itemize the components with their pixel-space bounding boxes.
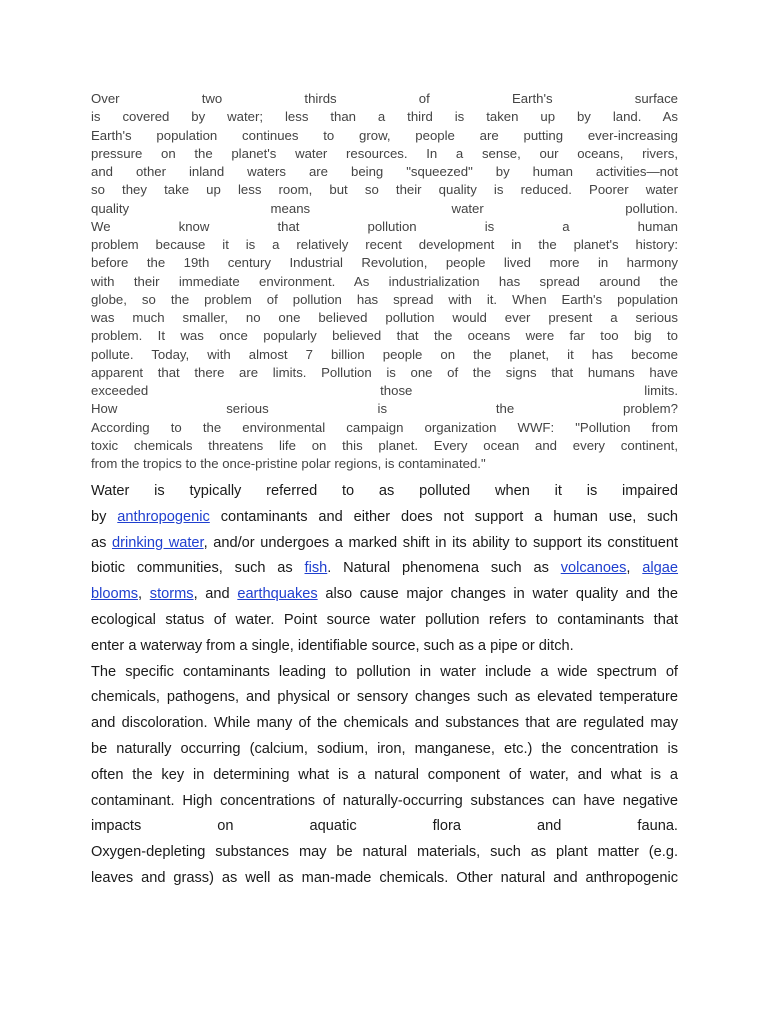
text-line: with their immediate environment. As industrialization has spread around the <box>91 273 678 289</box>
text-line <box>91 531 678 557</box>
link-algae-blooms[interactable]: algae <box>642 560 679 577</box>
text-line: contaminant. High concentrations of naturally-occurring substances can have negative <box>91 792 678 809</box>
text-segment: also cause major changes in water quality and the <box>317 586 678 603</box>
text-line: We know that pollution is a human <box>91 218 678 234</box>
text-line: exceeded those limits. <box>91 383 678 398</box>
text-line: impacts on aquatic flora and fauna. <box>91 818 678 835</box>
text-line: leaves and grass) as well as man-made chemicals. Other natural and anthropogenic <box>91 869 678 886</box>
text-line: apparent that there are limits. Pollution is one of the signs that humans have <box>91 364 678 380</box>
text-line <box>91 505 678 531</box>
text-line: problem. It was once popularly believed that the oceans were far too big to <box>91 328 678 344</box>
text-line: pressure on the planet's water resources. In a sense, our oceans, rivers, <box>91 145 678 161</box>
text-segment: contaminants and either does not support a human use, such <box>209 508 678 525</box>
link-earthquakes[interactable]: earthquakes <box>237 586 318 603</box>
text-segment: as <box>91 534 113 551</box>
text-line: quality means water pollution. <box>91 200 678 216</box>
text-line: How serious is the problem? <box>91 401 678 417</box>
text-line: problem because it is a relatively recent development in the planet's history: <box>91 237 678 252</box>
text-segment: . Natural phenomena such as <box>327 560 561 577</box>
text-line: be naturally occurring (calcium, sodium, iron, manganese, etc.) the concentration is <box>91 740 678 757</box>
text-segment: biotic communities, such as <box>91 560 305 577</box>
text-line <box>91 556 678 582</box>
text-segment: by <box>91 508 118 525</box>
text-line: often the key in determining what is a natural component of water, and what is a <box>91 766 678 783</box>
link-algae-blooms[interactable]: blooms <box>91 586 139 603</box>
text-line: Oxygen-depleting substances may be natural materials, such as plant matter (e.g. <box>91 844 678 861</box>
text-line <box>91 582 678 608</box>
text-line: enter a waterway from a single, identifiable source, such as a pipe or ditch. <box>91 637 574 654</box>
text-segment: , <box>626 560 643 577</box>
text-line: and discoloration. While many of the chemicals and substances that are regulated may <box>91 715 678 732</box>
text-line: Over two thirds of Earth's surface <box>91 91 678 106</box>
text-line: before the 19th century Industrial Revolution, people lived more in harmony <box>91 255 678 271</box>
text-line: chemicals, pathogens, and physical or sensory changes such as elevated temperature <box>91 689 678 706</box>
passage-water-pollution-intro <box>91 90 678 473</box>
text-line: from the tropics to the once-pristine polar regions, is contaminated." <box>91 456 486 471</box>
text-segment: , and/or undergoes a marked shift in its ability to support its constituent <box>203 534 678 551</box>
text-line: globe, so the problem of pollution has spread with it. When Earth's population <box>91 291 678 307</box>
text-line: and other inland waters are being "squeezed" by human activities—not <box>91 164 678 179</box>
text-line: is covered by water; less than a third is taken up by land. As <box>91 109 678 125</box>
link-volcanoes[interactable]: volcanoes <box>560 560 627 577</box>
text-line: The specific contaminants leading to pollution in water include a wide spectrum of <box>91 663 678 680</box>
link-storms[interactable]: storms <box>149 586 194 603</box>
text-line: was much smaller, no one believed pollution would ever present a serious <box>91 310 678 325</box>
text-line: ecological status of water. Point source water pollution refers to contaminants that <box>91 611 678 628</box>
text-line: According to the environmental campaign organization WWF: "Pollution from <box>91 419 678 435</box>
text-line: pollute. Today, with almost 7 billion people on the planet, it has become <box>91 346 678 362</box>
passage-contaminants <box>91 479 678 892</box>
text-segment: , <box>138 586 150 603</box>
text-line: Water is typically referred to as polluted when it is impaired <box>91 483 678 499</box>
text-line: Earth's population continues to grow, people are putting ever-increasing <box>91 127 678 143</box>
text-line: toxic chemicals threatens life on this planet. Every ocean and every continent, <box>91 437 678 453</box>
text-segment: , and <box>193 586 238 603</box>
link-fish[interactable]: fish <box>304 560 328 577</box>
link-anthropogenic[interactable]: anthropogenic <box>117 508 210 525</box>
text-line: so they take up less room, but so their quality is reduced. Poorer water <box>91 182 678 198</box>
link-drinking-water[interactable]: drinking water <box>112 534 204 551</box>
